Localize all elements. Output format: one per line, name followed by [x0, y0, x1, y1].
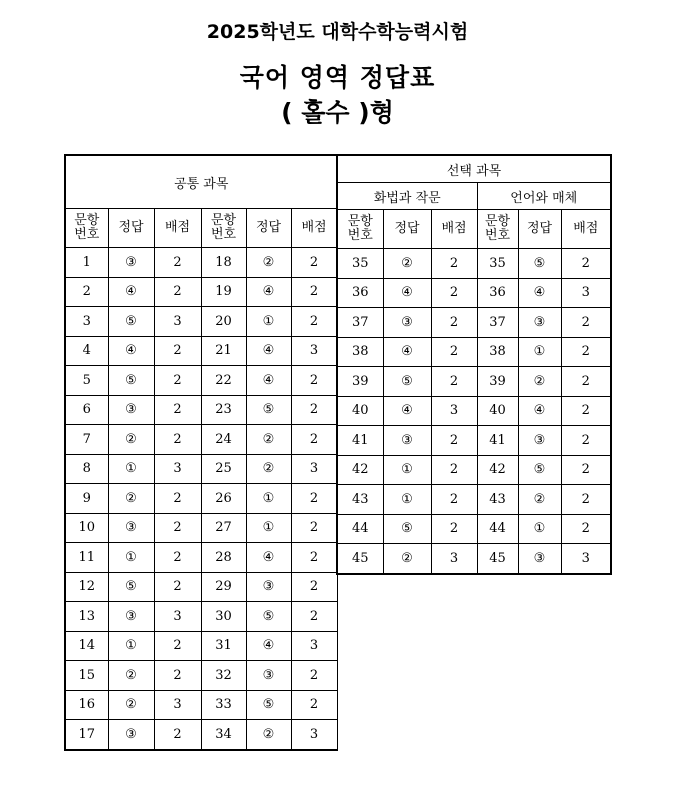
answer-cell: ④ [108, 277, 154, 307]
answer-cell: ⑤ [108, 572, 154, 602]
question-number-cell: 4 [65, 336, 108, 366]
question-number-cell: 36 [337, 278, 383, 308]
question-number-cell: 36 [477, 278, 518, 308]
answer-cell: ① [108, 543, 154, 573]
question-number-cell: 14 [65, 631, 108, 661]
question-number-cell: 38 [477, 337, 518, 367]
points-cell: 2 [291, 395, 337, 425]
common-table-row [65, 602, 337, 632]
col-header-points: 배점 [154, 209, 201, 248]
question-number-cell: 35 [477, 249, 518, 279]
common-table-row [65, 543, 337, 573]
answer-cell: ① [518, 337, 561, 367]
question-number-cell: 39 [477, 367, 518, 397]
answer-cell: ② [246, 248, 291, 278]
question-number-cell: 13 [65, 602, 108, 632]
answer-cell: ② [108, 690, 154, 720]
question-number-cell: 10 [65, 513, 108, 543]
elective-table-row [337, 514, 611, 544]
col-header-number: 문항 번호 [65, 209, 108, 248]
question-number-cell: 37 [477, 308, 518, 338]
answer-cell: ① [246, 307, 291, 337]
answer-cell: ⑤ [108, 307, 154, 337]
points-cell: 2 [154, 543, 201, 573]
question-number-cell: 8 [65, 454, 108, 484]
question-number-cell: 16 [65, 690, 108, 720]
question-number-cell: 30 [201, 602, 246, 632]
elective-table-row [337, 367, 611, 397]
answer-cell: ③ [108, 602, 154, 632]
question-number-cell: 29 [201, 572, 246, 602]
points-cell: 2 [431, 249, 477, 279]
points-cell: 2 [561, 337, 611, 367]
answer-cell: ③ [108, 513, 154, 543]
points-cell: 2 [291, 572, 337, 602]
question-number-cell: 5 [65, 366, 108, 396]
question-number-cell: 38 [337, 337, 383, 367]
points-cell: 3 [154, 602, 201, 632]
answer-cell: ② [383, 544, 431, 574]
answer-cell: ① [108, 454, 154, 484]
answer-cell: ② [108, 484, 154, 514]
question-number-cell: 27 [201, 513, 246, 543]
elective-section-header: 선택 과목 [337, 155, 611, 183]
answer-cell: ② [518, 367, 561, 397]
answer-cell: ⑤ [518, 249, 561, 279]
points-cell: 2 [431, 337, 477, 367]
question-number-cell: 44 [477, 514, 518, 544]
answer-cell: ⑤ [246, 690, 291, 720]
points-cell: 2 [154, 336, 201, 366]
common-section-header: 공통 과목 [65, 155, 337, 209]
answer-cell: ④ [246, 543, 291, 573]
points-cell: 2 [154, 484, 201, 514]
answer-cell: ④ [383, 396, 431, 426]
points-cell: 2 [154, 513, 201, 543]
question-number-cell: 41 [337, 426, 383, 456]
points-cell: 3 [431, 396, 477, 426]
points-cell: 3 [291, 720, 337, 750]
question-number-cell: 42 [477, 455, 518, 485]
answer-cell: ④ [383, 337, 431, 367]
points-cell: 3 [154, 690, 201, 720]
points-cell: 2 [561, 249, 611, 279]
answer-cell: ④ [246, 366, 291, 396]
common-table-row [65, 484, 337, 514]
common-answer-table [64, 154, 338, 751]
answer-cell: ④ [246, 277, 291, 307]
question-number-cell: 7 [65, 425, 108, 455]
points-cell: 2 [561, 455, 611, 485]
common-table-row [65, 661, 337, 691]
elective-table-row [337, 426, 611, 456]
points-cell: 2 [291, 484, 337, 514]
col-header-answer: 정답 [108, 209, 154, 248]
answer-cell: ② [246, 454, 291, 484]
question-number-cell: 42 [337, 455, 383, 485]
points-cell: 2 [291, 307, 337, 337]
question-number-cell: 15 [65, 661, 108, 691]
answer-cell: ④ [246, 631, 291, 661]
question-number-cell: 11 [65, 543, 108, 573]
question-number-cell: 1 [65, 248, 108, 278]
question-number-cell: 23 [201, 395, 246, 425]
elective-b-header: 언어와 매체 [477, 183, 611, 210]
answer-cell: ⑤ [246, 602, 291, 632]
points-cell: 2 [154, 366, 201, 396]
answer-cell: ④ [108, 336, 154, 366]
common-table-row [65, 513, 337, 543]
common-table-row [65, 366, 337, 396]
points-cell: 2 [561, 514, 611, 544]
answer-cell: ② [246, 720, 291, 750]
points-cell: 2 [291, 543, 337, 573]
common-table-row [65, 690, 337, 720]
answer-cell: ④ [518, 278, 561, 308]
elective-table-row [337, 485, 611, 515]
question-number-cell: 19 [201, 277, 246, 307]
col-header-answer: 정답 [246, 209, 291, 248]
points-cell: 3 [561, 544, 611, 574]
points-cell: 3 [291, 454, 337, 484]
common-table-row [65, 720, 337, 750]
elective-a-header: 화법과 작문 [337, 183, 477, 210]
col-header-number: 문항 번호 [337, 210, 383, 249]
common-table-row [65, 572, 337, 602]
common-table-row [65, 425, 337, 455]
question-number-cell: 35 [337, 249, 383, 279]
col-header-answer: 정답 [518, 210, 561, 249]
points-cell: 2 [291, 366, 337, 396]
question-number-cell: 41 [477, 426, 518, 456]
answer-cell: ⑤ [383, 367, 431, 397]
col-header-points: 배점 [561, 210, 611, 249]
question-number-cell: 2 [65, 277, 108, 307]
question-number-cell: 20 [201, 307, 246, 337]
common-table-row [65, 277, 337, 307]
answer-cell: ⑤ [518, 455, 561, 485]
elective-table-row [337, 308, 611, 338]
points-cell: 3 [154, 307, 201, 337]
points-cell: 2 [154, 248, 201, 278]
answer-cell: ① [518, 514, 561, 544]
question-number-cell: 12 [65, 572, 108, 602]
elective-table-row [337, 544, 611, 574]
points-cell: 2 [154, 631, 201, 661]
points-cell: 2 [154, 572, 201, 602]
answer-cell: ③ [383, 426, 431, 456]
question-number-cell: 45 [477, 544, 518, 574]
answer-cell: ④ [383, 278, 431, 308]
answer-cell: ② [108, 661, 154, 691]
question-number-cell: 37 [337, 308, 383, 338]
answer-cell: ② [383, 249, 431, 279]
answer-cell: ③ [108, 720, 154, 750]
common-table-row [65, 454, 337, 484]
points-cell: 2 [561, 396, 611, 426]
points-cell: 2 [561, 485, 611, 515]
points-cell: 2 [154, 720, 201, 750]
answer-cell: ① [383, 485, 431, 515]
points-cell: 2 [291, 277, 337, 307]
points-cell: 2 [431, 514, 477, 544]
question-number-cell: 18 [201, 248, 246, 278]
col-header-number: 문항 번호 [201, 209, 246, 248]
question-number-cell: 17 [65, 720, 108, 750]
question-number-cell: 43 [337, 485, 383, 515]
col-header-points: 배점 [291, 209, 337, 248]
common-table-row [65, 307, 337, 337]
points-cell: 3 [431, 544, 477, 574]
answer-cell: ③ [383, 308, 431, 338]
elective-table-row [337, 455, 611, 485]
exam-title: 2025학년도 대학수학능력시험 [206, 21, 469, 43]
points-cell: 3 [561, 278, 611, 308]
answer-cell: ① [108, 631, 154, 661]
question-number-cell: 39 [337, 367, 383, 397]
elective-table-row [337, 396, 611, 426]
common-table-row [65, 248, 337, 278]
elective-table-row [337, 249, 611, 279]
answer-cell: ③ [246, 572, 291, 602]
answer-cell: ⑤ [108, 366, 154, 396]
points-cell: 2 [154, 661, 201, 691]
points-cell: 2 [291, 661, 337, 691]
elective-answer-table [336, 154, 612, 575]
col-header-answer: 정답 [383, 210, 431, 249]
answer-cell: ⑤ [383, 514, 431, 544]
question-number-cell: 25 [201, 454, 246, 484]
question-number-cell: 28 [201, 543, 246, 573]
answer-cell: ④ [518, 396, 561, 426]
subject-title: 국어 영역 정답표 [239, 63, 436, 92]
points-cell: 2 [431, 308, 477, 338]
form-type: ( 홀수 )형 [281, 98, 394, 127]
points-cell: 2 [291, 513, 337, 543]
question-number-cell: 24 [201, 425, 246, 455]
points-cell: 2 [291, 425, 337, 455]
col-header-points: 배점 [431, 210, 477, 249]
answer-cell: ③ [108, 248, 154, 278]
answer-cell: ① [383, 455, 431, 485]
col-header-number: 문항 번호 [477, 210, 518, 249]
points-cell: 2 [431, 455, 477, 485]
answer-cell: ⑤ [246, 395, 291, 425]
question-number-cell: 45 [337, 544, 383, 574]
question-number-cell: 40 [337, 396, 383, 426]
points-cell: 2 [291, 602, 337, 632]
points-cell: 2 [154, 425, 201, 455]
points-cell: 2 [291, 690, 337, 720]
answer-cell: ③ [518, 308, 561, 338]
points-cell: 3 [291, 336, 337, 366]
answer-cell: ④ [246, 336, 291, 366]
common-table-row [65, 395, 337, 425]
answer-cell: ③ [108, 395, 154, 425]
points-cell: 2 [431, 485, 477, 515]
elective-table-row [337, 278, 611, 308]
question-number-cell: 44 [337, 514, 383, 544]
answer-cell: ① [246, 513, 291, 543]
answer-cell: ② [246, 425, 291, 455]
question-number-cell: 6 [65, 395, 108, 425]
question-number-cell: 9 [65, 484, 108, 514]
question-number-cell: 31 [201, 631, 246, 661]
points-cell: 2 [291, 248, 337, 278]
answer-cell: ① [246, 484, 291, 514]
points-cell: 3 [291, 631, 337, 661]
answer-cell: ③ [518, 426, 561, 456]
points-cell: 2 [561, 367, 611, 397]
question-number-cell: 3 [65, 307, 108, 337]
question-number-cell: 22 [201, 366, 246, 396]
question-number-cell: 40 [477, 396, 518, 426]
question-number-cell: 26 [201, 484, 246, 514]
answer-cell: ③ [246, 661, 291, 691]
elective-table-row [337, 337, 611, 367]
question-number-cell: 21 [201, 336, 246, 366]
question-number-cell: 32 [201, 661, 246, 691]
points-cell: 3 [154, 454, 201, 484]
points-cell: 2 [154, 395, 201, 425]
question-number-cell: 43 [477, 485, 518, 515]
points-cell: 2 [561, 426, 611, 456]
points-cell: 2 [431, 278, 477, 308]
question-number-cell: 33 [201, 690, 246, 720]
points-cell: 2 [431, 367, 477, 397]
common-table-row [65, 336, 337, 366]
points-cell: 2 [561, 308, 611, 338]
points-cell: 2 [431, 426, 477, 456]
points-cell: 2 [154, 277, 201, 307]
answer-cell: ② [518, 485, 561, 515]
common-table-row [65, 631, 337, 661]
answer-cell: ② [108, 425, 154, 455]
question-number-cell: 34 [201, 720, 246, 750]
answer-cell: ③ [518, 544, 561, 574]
